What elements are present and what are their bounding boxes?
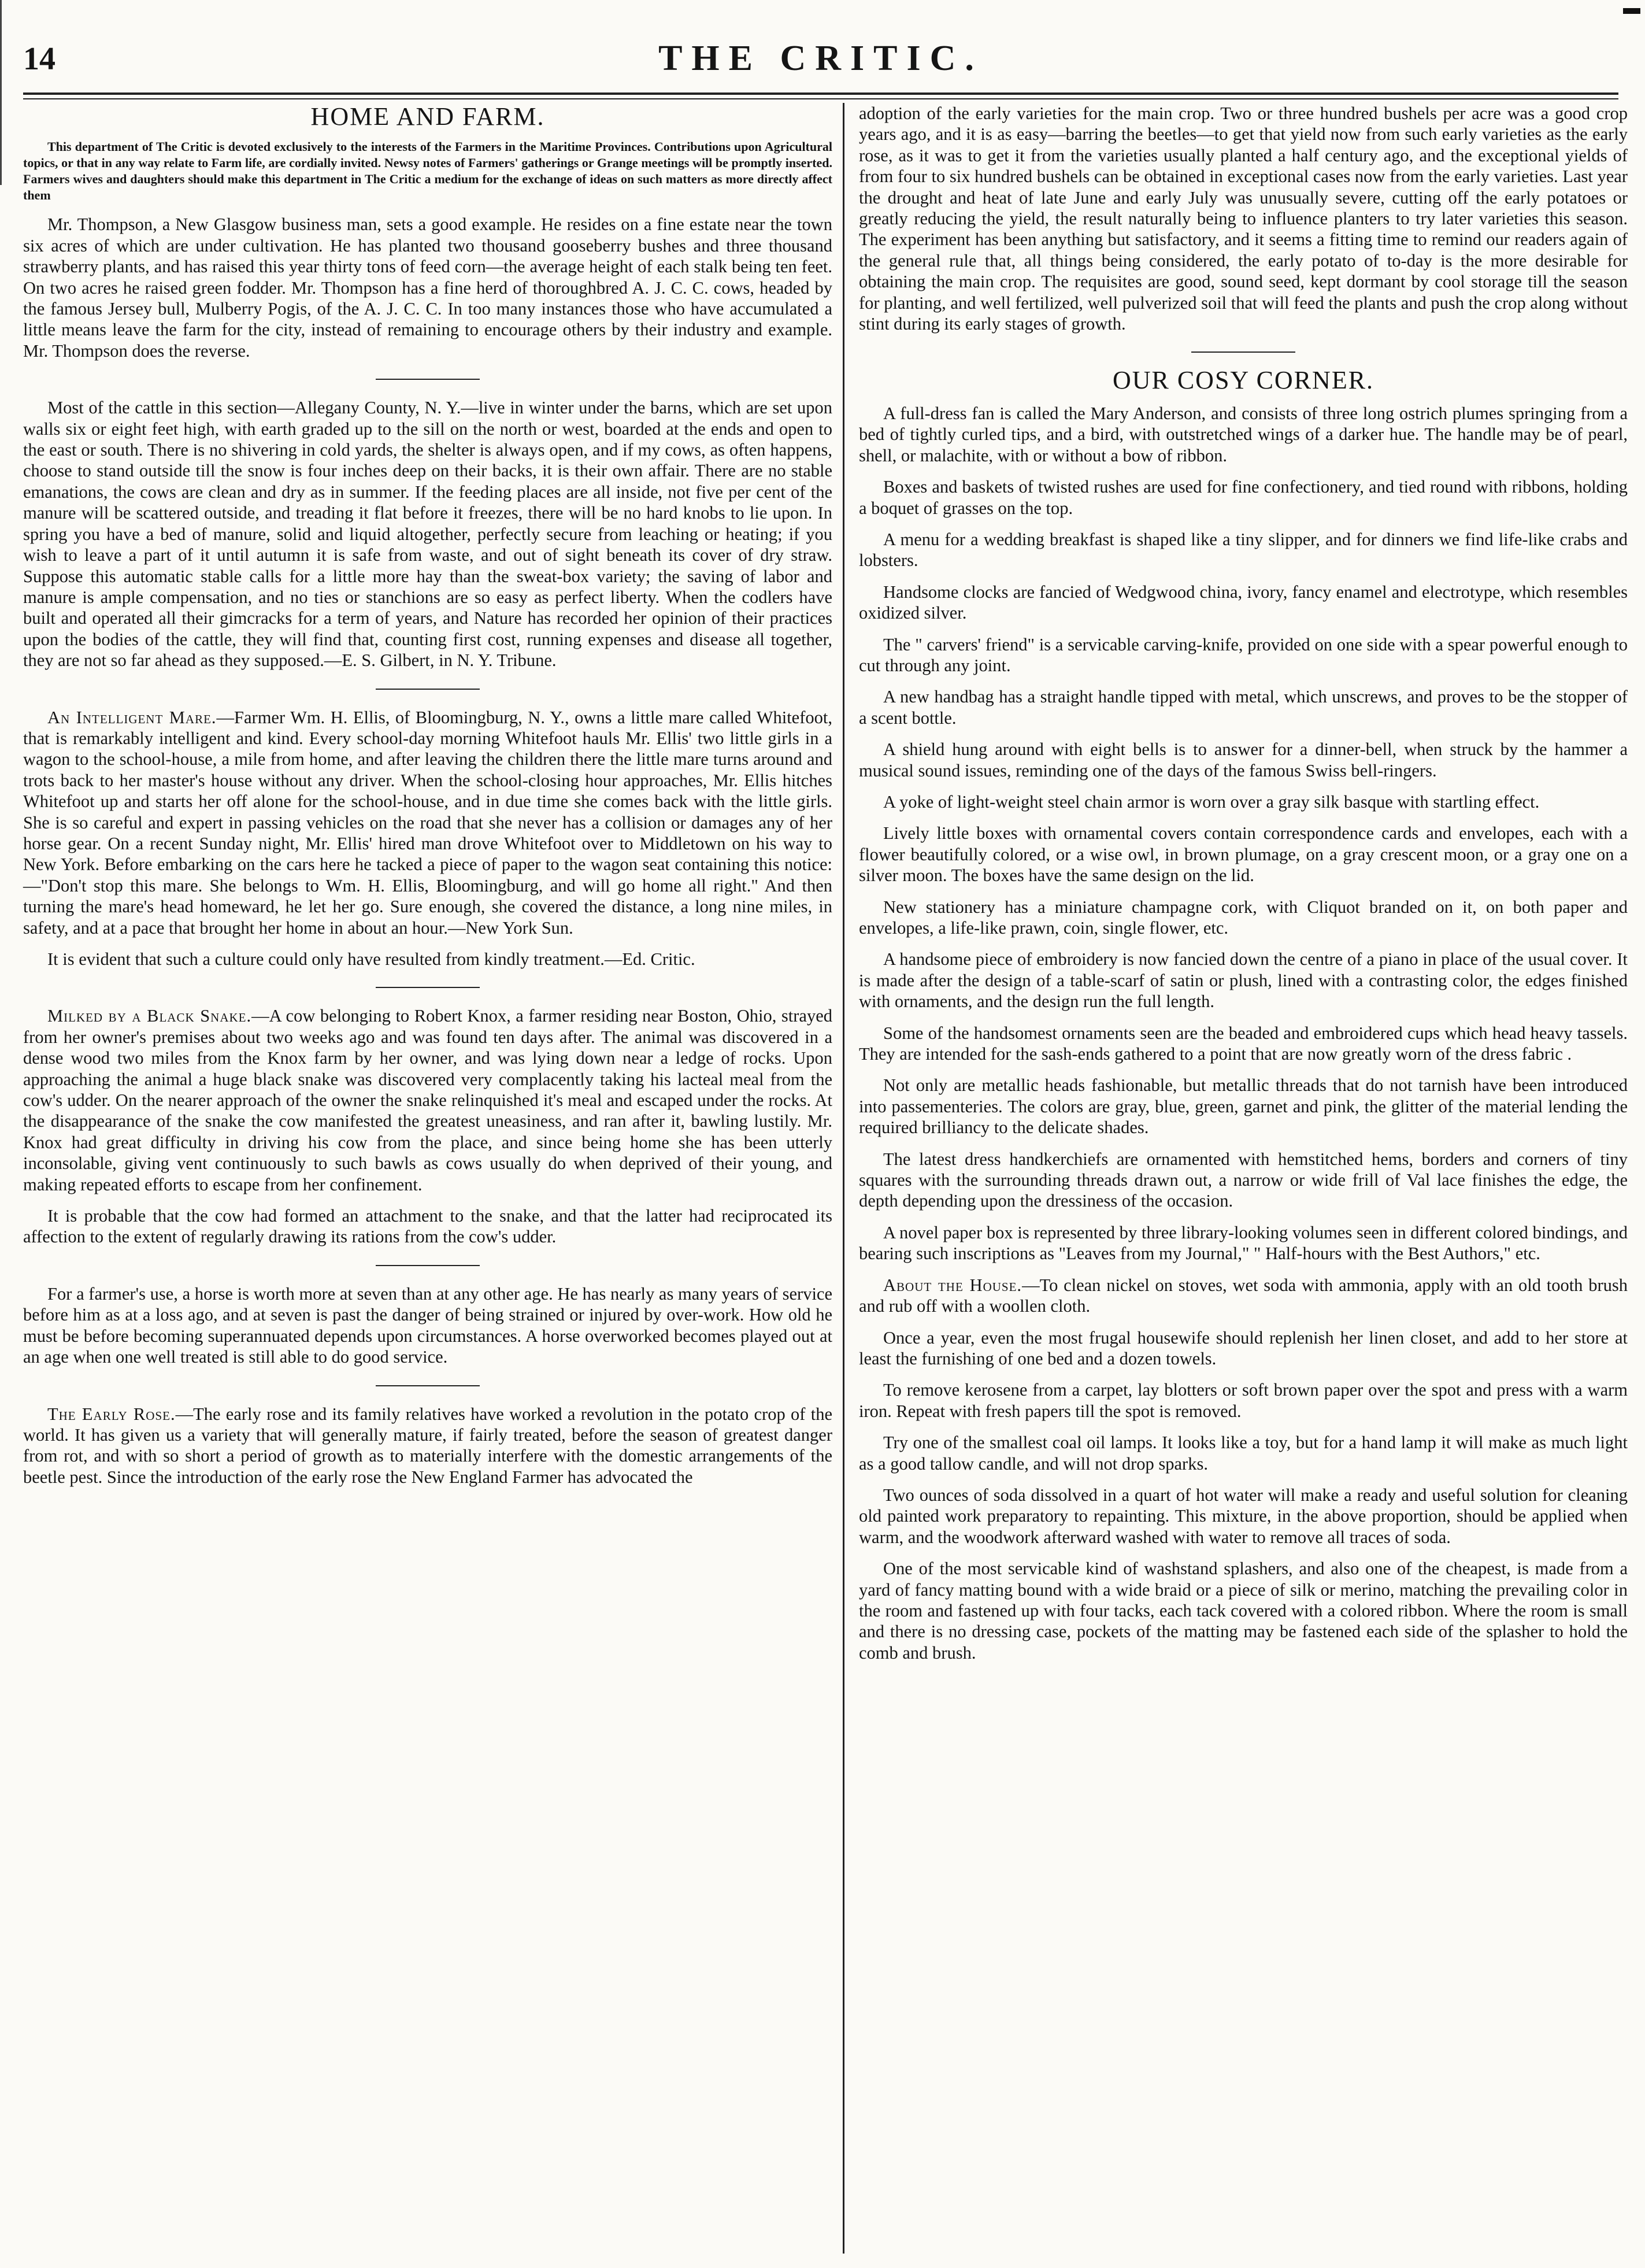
section-heading-home-and-farm: HOME AND FARM.	[310, 102, 545, 131]
left-column-body	[23, 214, 832, 1488]
article-paragraph	[859, 686, 1628, 728]
journal-title: THE CRITIC.	[658, 39, 983, 78]
article-paragraph	[859, 1432, 1628, 1474]
section-heading-our-cosy-corner: OUR COSY CORNER.	[1112, 366, 1374, 395]
article-paragraph	[859, 1075, 1628, 1138]
corner-dash-mark	[1623, 8, 1640, 14]
department-intro: This department of The Critic is devoted exclusively to the interests of the Farmers in the Maritime Provinces. Contributions upon Agricultural topics, or that in any way relate to Farm life, are cordially invited. Newsy notes of Farmers' gatherings or Grange meetings will be promptly inserted. Farmers wives and daughters should make this department in The Critic a medium for the exchange of ideas on such matters as more directly affect them	[23, 139, 832, 203]
header-rule-thin	[23, 98, 1618, 99]
article-text: Handsome clocks are fancied of Wedgwood china, ivory, fancy enamel and electrotype, which resembles oxidized silver.	[859, 582, 1628, 623]
article-paragraph	[859, 582, 1628, 624]
article-text: A novel paper box is represented by three library-looking volumes seen in different colored bindings, and bearing such inscriptions as "Leaves from my Journal," " Half-hours with the Best Authors," etc.	[859, 1222, 1628, 1264]
article-text: —The early rose and its family relatives have worked a revolution in the potato crop of the world. It has given us a variety that will generally mature, if fairly treated, before the season of greatest danger from rot, and with so short a period of growth as to materially interfere with the domestic arrangements of the beetle pest. Since the introduction of the early rose the New England Farmer has advocated the	[23, 1404, 832, 1487]
article-text: A full-dress fan is called the Mary Anderson, and consists of three long ostrich plumes springing from a bed of tightly curled tips, and a bird, with outstretched wings of a darker hue. The handle may be of pearl, shell, or malachite, with or without a bow of ribbon.	[859, 403, 1628, 465]
article-paragraph	[23, 214, 832, 361]
right-column-body	[859, 403, 1628, 1663]
article-text: New stationery has a miniature champagne cork, with Cliquot branded on it, on both paper and envelopes, a life-like prawn, coin, single flower, etc.	[859, 897, 1628, 938]
article-paragraph	[859, 1327, 1628, 1370]
header-rule	[23, 93, 1618, 95]
section-separator	[1191, 352, 1295, 353]
article-text: The " carvers' friend" is a servicable carving-knife, provided on one side with a spear powerful enough to cut through any joint.	[859, 634, 1628, 675]
article-paragraph	[23, 949, 832, 970]
article-text: —Farmer Wm. H. Ellis, of Bloomingburg, N. Y., owns a little mare called Whitefoot, that is remarkably intelligent and kind. Every school-day morning Whitefoot hauls Mr. Ellis' two little girls in a wagon to the school-house, a mile from home, and after leaving the children there the little mare turns around and trots back to her master's house without any driver. When the school-closing hour approaches, Mr. Ellis hitches Whitefoot up and starts her off alone for the school-house, and in due time she comes back with the little girls. She is so careful and expert in passing vehicles on the road that she never has a collision or damages any of her horse gear. On a recent Sunday night, Mr. Ellis' hired man drove Whitefoot over to Middletown on his way to New York. Before embarking on the cars here he tacked a piece of paper to the wagon seat containing this notice:—"Don't stop this mare. She belongs to Wm. H. Ellis, Bloomingburg, and will go home all right." And then turning the mare's head homeward, he let her go. Sure enough, she covered the distance, a long nine miles, in safety, and at a pace that brought her home in about an hour.—New York Sun.	[23, 707, 832, 938]
article-paragraph	[23, 1205, 832, 1248]
article-text: Once a year, even the most frugal housewife should replenish her linen closet, and add to her store at least the furnishing of one bed and a dozen towels.	[859, 1327, 1628, 1368]
article-text: Mr. Thompson, a New Glasgow business man, sets a good example. He resides on a fine estate near the town six acres of which are under cultivation. He has planted two thousand gooseberry bushes and three thousand strawberry plants, and has raised this year thirty tons of feed corn—the average height of each stalk being ten feet. On two acres he raised green fodder. Mr. Thompson has a fine herd of thoroughbred A. J. C. C. cows, headed by the famous Jersey bull, Mulberry Pogis, of the A. J. C. C. In too many instances those who have accumulated a little means leave the farm for the city, instead of remaining to encourage others by their industry and example. Mr. Thompson does the reverse.	[23, 214, 832, 361]
article-paragraph	[859, 823, 1628, 886]
article-text: It is probable that the cow had formed an attachment to the snake, and that the latter had reciprocated its affection to the extent of regularly drawing its rations from the cow's udder.	[23, 1206, 832, 1247]
article-paragraph	[859, 949, 1628, 1012]
article-text: The latest dress handkerchiefs are ornamented with hemstitched hems, borders and corners of tiny squares with the surrounding threads drawn out, a narrow or wide frill of Val lace finishes the edge, the depth depending upon the dressiness of the occasion.	[859, 1149, 1628, 1211]
article-paragraph	[23, 397, 832, 671]
article-paragraph	[859, 1379, 1628, 1422]
article-lead: About the House.	[883, 1275, 1022, 1295]
article-lead: Milked by a Black Snake.	[47, 1006, 252, 1026]
page-edge-mark	[0, 0, 2, 185]
article-text: Most of the cattle in this section—Allegany County, N. Y.—live in winter under the barns, which are set upon walls six or eight feet high, with earth graded up to the sill on the north or west, boarded at the ends and open to the east or south. There is no shivering in cold yards, the shelter is always open, and if my cows, as often happens, choose to stand outside till the snow is four inches deep on their backs, it is their own affair. There are no stable emanations, the cows are clean and dry as in summer. If the feeding places are all inside, not five per cent of the manure will be scattered outside, and treading it flat before it freezes, there will be no hard knobs to lie upon. In spring you have a bed of manure, solid and liquid altogether, perfectly secure from leaching or heating; if you wish to leave a part of it until autumn it is safe from waste, and out of sight beneath its cover of dry straw. Suppose this automatic stable calls for a little more hay than the sweat-box variety; the saving of labor and manure is ample compensation, and no ties or stanchions are so easy as perfect liberty. When the codlers have built and operated all their gimcracks for a term of years, and Nature has recorded her opinion of their practices upon the bodies of the cattle, they will find that, counting first cost, running expenses and disease all together, they are not so far ahead as they supposed.—E. S. Gilbert, in N. Y. Tribune.	[23, 398, 832, 671]
article-text: Some of the handsomest ornaments seen are the beaded and embroidered cups which head heavy tassels. They are intended for the sash-ends gathered to a point that are now greatly worn of the dress fabric .	[859, 1023, 1628, 1064]
article-text: Try one of the smallest coal oil lamps. It looks like a toy, but for a hand lamp it will make as much light as a good tallow candle, and will not drop sparks.	[859, 1433, 1628, 1474]
article-separator	[376, 379, 480, 380]
article-text: A menu for a wedding breakfast is shaped like a tiny slipper, and for dinners we find life-like crabs and lobsters.	[859, 529, 1628, 571]
article-paragraph	[859, 1275, 1628, 1317]
article-paragraph	[859, 529, 1628, 571]
article-paragraph	[859, 897, 1628, 939]
article-paragraph	[859, 1558, 1628, 1663]
article-paragraph	[859, 739, 1628, 781]
article-text: One of the most servicable kind of washstand splashers, and also one of the cheapest, is made from a yard of fancy matting bound with a wide braid or a piece of silk or merino, matching the prevailing color in the room and fastened up with four tacks, each tack covered with a colored ribbon. Where the room is small and there is no dressing case, pockets of the matting may be fastened each side of the splasher to hold the comb and brush.	[859, 1559, 1628, 1663]
article-text: A new handbag has a straight handle tipped with metal, which unscrews, and proves to be the stopper of a scent bottle.	[859, 687, 1628, 728]
article-paragraph	[859, 1023, 1628, 1065]
article-text: To remove kerosene from a carpet, lay blotters or soft brown paper over the spot and press with a warm iron. Repeat with fresh papers till the spot is removed.	[859, 1380, 1628, 1421]
article-text: A handsome piece of embroidery is now fancied down the centre of a piano in place of the usual cover. It is made after the design of a table-scarf of satin or plush, lined with a contrasting color, the edges finished with ornaments, and the design run the full length.	[859, 949, 1628, 1012]
article-text: Not only are metallic heads fashionable, but metallic threads that do not tarnish have been introduced into passementeries. The colors are gray, blue, green, garnet and pink, the glitter of the material lending the required brilliancy to the delicate shades.	[859, 1075, 1628, 1138]
article-paragraph	[859, 476, 1628, 519]
article-paragraph	[859, 634, 1628, 676]
right-column	[859, 103, 1628, 1674]
article-separator	[376, 987, 480, 988]
article-paragraph	[859, 1485, 1628, 1548]
article-text: Boxes and baskets of twisted rushes are used for fine confectionery, and tied round with ribbons, holding a boquet of grasses on the top.	[859, 477, 1628, 518]
article-text: It is evident that such a culture could only have resulted from kindly treatment.—Ed. Critic.	[47, 949, 695, 969]
article-lead: An Intelligent Mare.	[47, 707, 217, 727]
article-separator	[376, 689, 480, 690]
page-header	[23, 35, 1618, 87]
article-text: Lively little boxes with ornamental covers contain correspondence cards and envelopes, each with a flower beautifully colored, or a wise owl, in brown plumage, on a gray crescent moon, or a gray one on a silver moon. The boxes have the same design on the lid.	[859, 823, 1628, 886]
article-text: —A cow belonging to Robert Knox, a farmer residing near Boston, Ohio, strayed from her owner's premises about two weeks ago and was found ten days after. The animal was discovered in a dense wood two miles from the Knox farm by her owner, and was lying down near a ledge of rocks. Upon approaching the animal a huge black snake was discovered very complacently taking his lacteal meal from the cow's udder. On the nearer approach of the owner the snake relinquished it's meal and escaped under the rocks. At the disappearance of the snake the cow manifested the greatest uneasiness, and ran after it, bawling lustily. Mr. Knox had great difficulty in driving his cow from the place, and since being home she has been utterly inconsolable, giving vent continuously to such bawls as cows usually do when deprived of their young, and making repeated efforts to escape from her confinement.	[23, 1006, 832, 1194]
article-paragraph	[23, 1005, 832, 1195]
article-paragraph	[859, 403, 1628, 466]
article-paragraph	[859, 1149, 1628, 1212]
page-number: 14	[23, 41, 55, 77]
article-text: For a farmer's use, a horse is worth more at seven than at any other age. He has nearly as many years of service before him as at a loss ago, and at seven is past the danger of being strained or injured by over-work. How old he must be before becoming superannuated depends upon circumstances. A horse overworked becomes played out at an age when one well treated is still able to do good service.	[23, 1283, 832, 1367]
article-text: A shield hung around with eight bells is to answer for a dinner-bell, when struck by the hammer a musical sound issues, reminding one of the days of the famous Swiss bell-ringers.	[859, 739, 1628, 780]
article-separator	[376, 1265, 480, 1266]
article-text: —To clean nickel on stoves, wet soda with ammonia, apply with an old tooth brush and rub off with a woollen cloth.	[859, 1275, 1628, 1316]
article-paragraph	[859, 1222, 1628, 1264]
early-rose-continuation: adoption of the early varieties for the main crop. Two or three hundred bushels per acre was a good crop years ago, and it is as easy—barring the beetles—to get that yield now from such early varieties as the early rose, as it was to get it from the varieties usually planted a half century ago, and the exceptional yields of from four to six hundred bushels can be obtained in exceptional cases now from the early varieties. Last year the drought and heat of late June and early July was unusually severe, cutting off the early potatoes or greatly reducing the yield, the result naturally being to influence planters to try later varieties this season. The experiment has been anything but satisfactory, and it seems a fitting time to remind our readers again of the general rule that, all things being considered, the early potato of to-day is the more desirable for obtaining the main crop. The requisites are good, sound seed, kept dormant by cool storage till the season for planting, and well fertilized, well pulverized soil that will feed the plants and push the crop along without stint during its early stages of growth.	[859, 103, 1628, 334]
article-paragraph	[859, 791, 1628, 812]
article-lead: The Early Rose.	[47, 1404, 176, 1424]
article-text: A yoke of light-weight steel chain armor is worn over a gray silk basque with startling effect.	[883, 791, 1540, 812]
article-paragraph	[23, 707, 832, 938]
column-divider	[843, 103, 844, 2254]
article-text: Two ounces of soda dissolved in a quart of hot water will make a ready and useful solution for cleaning old painted work preparatory to repainting. This mixture, in the above proportion, should be applied when warm, and the woodwork afterward washed with water to remove all traces of soda.	[859, 1485, 1628, 1547]
left-column	[23, 103, 832, 1498]
article-paragraph	[23, 1404, 832, 1488]
article-paragraph	[23, 1283, 832, 1368]
article-separator	[376, 1385, 480, 1386]
